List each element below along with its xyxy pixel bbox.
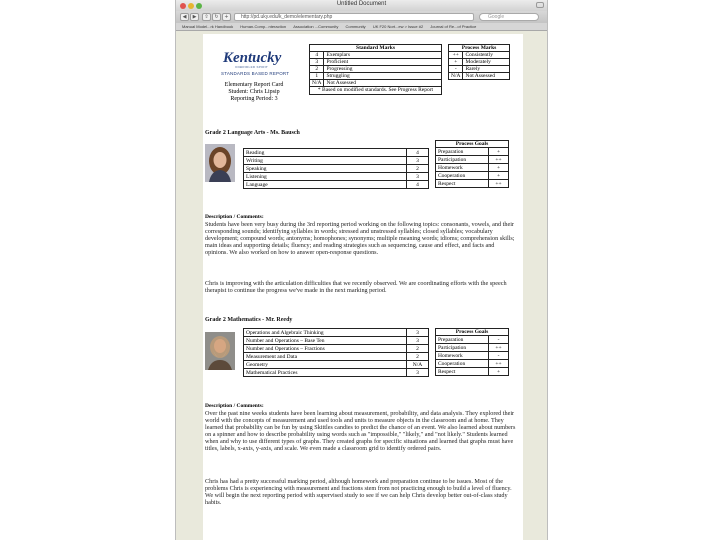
subject-name: Measurement and Data — [244, 353, 407, 361]
mathematics-process-goals-table — [435, 328, 509, 376]
card-title: Elementary Report Card — [224, 82, 284, 88]
logo-wordmark: Kentucky — [223, 50, 282, 66]
table-row — [244, 165, 429, 173]
browser-toolbar — [176, 11, 547, 23]
forward-button[interactable]: ▶ — [190, 13, 199, 21]
table-row — [436, 352, 509, 360]
table-row — [310, 59, 442, 66]
mark-label: Not Assessed — [463, 73, 510, 80]
table-row — [244, 181, 429, 189]
process-marks-table — [448, 44, 510, 80]
goal-mark: - — [489, 336, 509, 344]
subject-grade: 3 — [407, 173, 429, 181]
subject-grade: 4 — [407, 181, 429, 189]
subject-name: Language — [244, 181, 407, 189]
subject-name: Mathematical Practices — [244, 369, 407, 377]
language-arts-process-goals-table — [435, 140, 509, 188]
search-placeholder: Google — [488, 14, 505, 20]
mathematics-title: Grade 2 Mathematics - Mr. Reedy — [205, 317, 293, 323]
report-card-page — [203, 34, 523, 540]
goal-name: Homework — [436, 164, 489, 172]
subject-name: Reading — [244, 149, 407, 157]
table-row — [436, 360, 509, 368]
goal-mark: ++ — [489, 156, 509, 164]
table-row — [436, 368, 509, 376]
mark-label: Progressing — [324, 66, 442, 73]
mathematics-grades-table — [243, 328, 429, 377]
mark-cell: 3 — [310, 59, 324, 66]
teacher-photo — [205, 144, 235, 182]
mark-cell: 4 — [310, 52, 324, 59]
goal-mark: + — [489, 368, 509, 376]
goal-mark: ++ — [489, 360, 509, 368]
standard-marks-header: Standard Marks — [310, 45, 442, 52]
mark-cell: - — [449, 66, 463, 73]
window-title: Untitled Document — [336, 1, 387, 7]
table-row — [310, 66, 442, 73]
table-row — [244, 345, 429, 353]
subject-grade: 2 — [407, 165, 429, 173]
language-arts-comment-paragraph: Chris is improving with the articulation difficulties that we recently observed. We are coordinating efforts with the speech therapist to continue the progress we've made in the next marking period. — [205, 280, 507, 295]
language-arts-comment-paragraph: Students have been very busy during the 3rd reporting period working on the following topics: consonants, vowels, and their corresponding sounds; identifying syllables in words; stressed and unstressed syllables; closed syllables; vocabulary development; compound words; antonyms; homophones; synonyms; multiple meaning words; idioms; comprehension skills; main ideas and supporting details; fluency; and reading strategies such as sequencing, cause and effect, and facts and opinions. We also worked on how to answer open-response questions. — [205, 221, 515, 257]
goal-mark: - — [489, 352, 509, 360]
mathematics-comments-heading: Description / Comments: — [205, 403, 264, 409]
mark-cell: N/A — [310, 80, 324, 87]
mark-cell: ++ — [449, 52, 463, 59]
goal-name: Respect — [436, 368, 489, 376]
table-row — [310, 73, 442, 80]
bookmark-item[interactable]: UK F20 Nort...ew > Issue #2 — [372, 24, 424, 29]
goal-mark: ++ — [489, 180, 509, 188]
mark-label: Struggling — [324, 73, 442, 80]
reporting-period: Reporting Period: 3 — [230, 96, 278, 102]
reload-button[interactable]: ↻ — [212, 13, 221, 21]
table-row — [244, 361, 429, 369]
table-row — [449, 59, 510, 66]
subject-name: Writing — [244, 157, 407, 165]
bookmark-item[interactable]: Manual Model...rk Handbook — [182, 24, 234, 29]
table-row — [449, 73, 510, 80]
subject-name: Number and Operations – Base Ten — [244, 337, 407, 345]
back-button[interactable]: ◀ — [180, 13, 189, 21]
subject-name: Speaking — [244, 165, 407, 173]
student-info — [217, 82, 291, 103]
mark-label: Exemplars — [324, 52, 442, 59]
process-goals-header: Process Goals — [436, 141, 509, 148]
goal-name: Preparation — [436, 336, 489, 344]
process-goals-header: Process Goals — [436, 329, 509, 336]
title-bar — [176, 0, 547, 11]
address-bar[interactable]: http://pd.uky.edu/k_demo/elementary.php — [234, 13, 474, 21]
mark-label: Proficient — [324, 59, 442, 66]
language-arts-grades-table — [243, 148, 429, 189]
process-marks-header: Process Marks — [449, 45, 510, 52]
language-arts-title: Grade 2 Language Arts - Ms. Bausch — [205, 130, 300, 136]
table-row — [436, 336, 509, 344]
table-row — [310, 80, 442, 87]
table-row — [244, 369, 429, 377]
subject-grade: 2 — [407, 345, 429, 353]
goal-mark: ++ — [489, 344, 509, 352]
toolbar-toggle-button[interactable] — [536, 2, 544, 8]
table-row — [436, 344, 509, 352]
mark-label: Rarely — [463, 66, 510, 73]
table-row — [244, 337, 429, 345]
goal-name: Cooperation — [436, 360, 489, 368]
bookmark-item[interactable]: Association ...Community — [293, 24, 339, 29]
language-arts-comments-heading: Description / Comments: — [205, 214, 264, 220]
goal-name: Homework — [436, 352, 489, 360]
table-row — [436, 164, 509, 172]
teacher-photo — [205, 332, 235, 370]
mark-label: Moderately — [463, 59, 510, 66]
mark-cell: + — [449, 59, 463, 66]
browser-window — [175, 0, 548, 540]
logo-tagline: UNBRIDLED SPIRIT — [235, 65, 268, 69]
mathematics-comment-paragraph: Chris has had a pretty successful marking period, although homework and preparation continue to be issues. Most of the problems Chris is experiencing with measurement and fractions stem from not practicing enough to build a level of fluency. We will begin the next reporting period with supervised study to see if we can help Chris develop better out-of-class study habits. — [205, 478, 512, 507]
subject-name: Listening — [244, 173, 407, 181]
subject-name: Operations and Algebraic Thinking — [244, 329, 407, 337]
mark-cell: N/A — [449, 73, 463, 80]
table-row — [310, 87, 442, 95]
subject-grade: N/A — [407, 361, 429, 369]
table-row — [436, 148, 509, 156]
bookmarks-bar — [176, 23, 547, 31]
table-row — [244, 149, 429, 157]
subject-name: Geometry — [244, 361, 407, 369]
goal-mark: + — [489, 148, 509, 156]
table-row — [436, 172, 509, 180]
goal-mark: + — [489, 172, 509, 180]
modified-standards-note: * Based on modified standards. See Progress Report — [310, 87, 442, 95]
bookmark-item[interactable]: Journal of Re...of Practice — [430, 24, 477, 29]
table-row — [436, 180, 509, 188]
table-row — [436, 156, 509, 164]
table-row — [310, 52, 442, 59]
report-type-label: STANDARDS BASED REPORT — [221, 71, 290, 76]
mark-label: Not Assessed — [324, 80, 442, 87]
goal-name: Cooperation — [436, 172, 489, 180]
table-row — [244, 329, 429, 337]
subject-grade: 3 — [407, 157, 429, 165]
table-row — [449, 66, 510, 73]
table-row — [244, 173, 429, 181]
subject-grade: 3 — [407, 329, 429, 337]
goal-name: Preparation — [436, 148, 489, 156]
subject-grade: 4 — [407, 149, 429, 157]
goal-mark: + — [489, 164, 509, 172]
subject-grade: 3 — [407, 369, 429, 377]
table-row — [244, 353, 429, 361]
subject-name: Number and Operations – Fractions — [244, 345, 407, 353]
mark-cell: 2 — [310, 66, 324, 73]
add-bookmark-button[interactable]: + — [222, 13, 231, 21]
standard-marks-table — [309, 44, 442, 95]
share-button[interactable]: ⇧ — [202, 13, 211, 21]
student-name: Student: Chris Lipsip — [228, 89, 280, 95]
subject-grade: 3 — [407, 337, 429, 345]
goal-name: Participation — [436, 344, 489, 352]
mathematics-comment-paragraph: Over the past nine weeks students have been learning about measurement, probability, and data analysis. They explored their world with the concepts of measurement and used tools and units to measure objects in the classroom and at home. They learned that probability can be fun by using Skittles candies to predict the chance of an event. We also learned about numbers on a spinner and how to describe probability using words such as "impossible," "likely," and "not likely." Students learned when and why to use different types of graphs. They created graphs for specific situations and learned that graphs must have titles, labels, x-axis, y-axis, and scale. We even made a classroom grid to identify ordered pairs. — [205, 410, 516, 453]
table-row — [244, 157, 429, 165]
bookmark-item[interactable]: Community — [345, 24, 366, 29]
mark-cell: 1 — [310, 73, 324, 80]
search-field[interactable] — [479, 13, 539, 21]
mark-label: Consistently — [463, 52, 510, 59]
goal-name: Respect — [436, 180, 489, 188]
goal-name: Participation — [436, 156, 489, 164]
table-row — [449, 52, 510, 59]
subject-grade: 2 — [407, 353, 429, 361]
bookmark-item[interactable]: Human-Comp...nteraction — [240, 24, 287, 29]
kentucky-logo — [219, 50, 289, 82]
